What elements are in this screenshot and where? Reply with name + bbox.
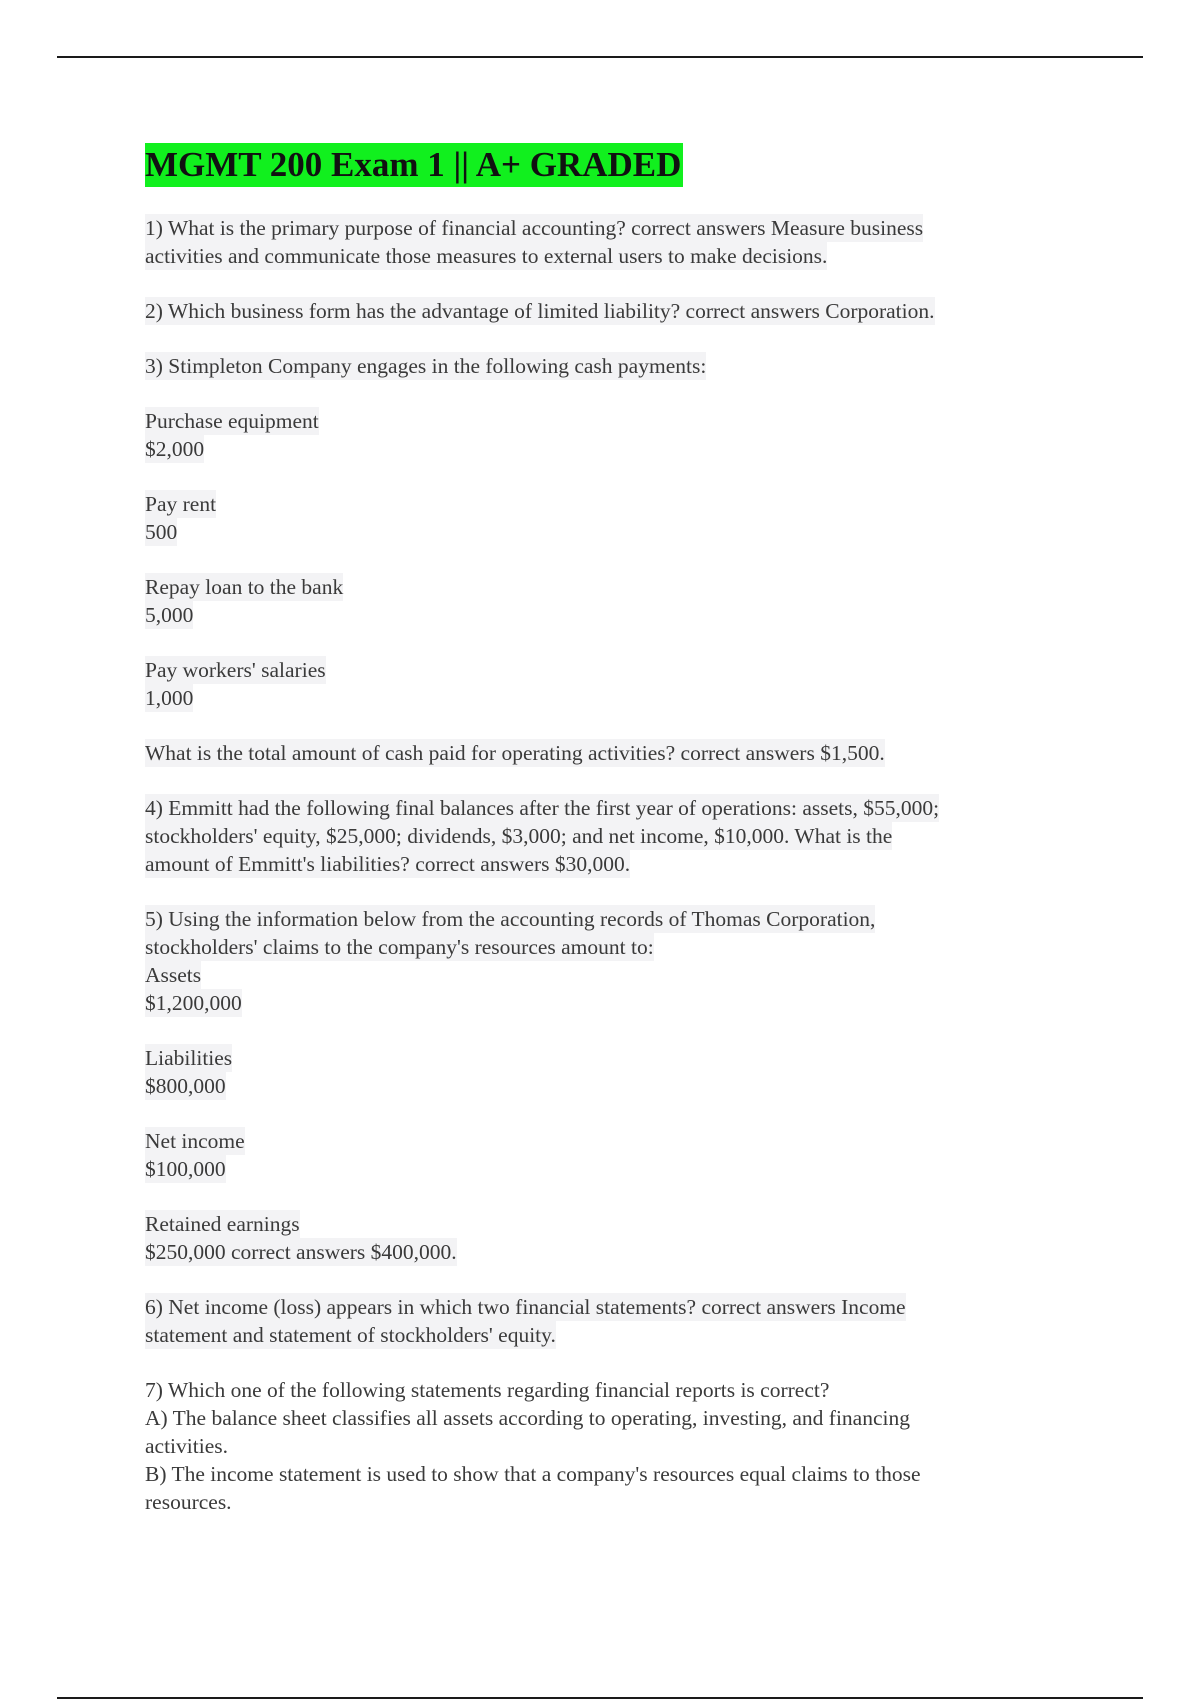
text-line: stockholders' claims to the company's resources amount to: [145, 935, 654, 959]
item-label: Purchase equipment [145, 409, 319, 433]
question-1 [145, 214, 1045, 270]
text-line: 1) What is the primary purpose of financial accounting? correct answers Measure business [145, 216, 924, 240]
text-line: B) The income statement is used to show that a company's resources equal claims to those [145, 1462, 921, 1486]
payment-item [145, 407, 1045, 463]
top-rule [57, 56, 1143, 58]
text-line: 4) Emmitt had the following final balances after the first year of operations: assets, $55,000; [145, 796, 940, 820]
item-label: Liabilities [145, 1046, 233, 1070]
question-4 [145, 794, 1045, 878]
payment-item [145, 656, 1045, 712]
text-line: activities and communicate those measures to external users to make decisions. [145, 244, 828, 268]
text-line: A) The balance sheet classifies all assets according to operating, investing, and financing [145, 1406, 910, 1430]
item-label: Repay loan to the bank [145, 575, 344, 599]
document-body [145, 143, 1045, 1516]
item-value: $250,000 correct answers $400,000. [145, 1240, 457, 1264]
item-value: $800,000 [145, 1074, 226, 1098]
item-label: Retained earnings [145, 1212, 300, 1236]
question-5 [145, 905, 1045, 1017]
text-line: resources. [145, 1490, 232, 1514]
text-line: 6) Net income (loss) appears in which two financial statements? correct answers Income [145, 1295, 906, 1319]
item-value: $2,000 [145, 437, 205, 461]
text-line: 7) Which one of the following statements regarding financial reports is correct? [145, 1378, 830, 1402]
question-3 [145, 352, 1045, 380]
bottom-rule [57, 1697, 1143, 1699]
text-line: 5) Using the information below from the accounting records of Thomas Corporation, [145, 907, 876, 931]
payment-item [145, 573, 1045, 629]
text-line: What is the total amount of cash paid for operating activities? correct answers $1,500. [145, 741, 885, 765]
text-line: 3) Stimpleton Company engages in the following cash payments: [145, 354, 707, 378]
item-value: 5,000 [145, 603, 194, 627]
text-line: stockholders' equity, $25,000; dividends, $3,000; and net income, $10,000. What is the [145, 824, 893, 848]
item-value: $1,200,000 [145, 991, 242, 1015]
item-label: Pay workers' salaries [145, 658, 326, 682]
text-line: 2) Which business form has the advantage of limited liability? correct answers Corporation. [145, 299, 935, 323]
account-item [145, 1127, 1045, 1183]
question-2 [145, 297, 1045, 325]
question-7 [145, 1376, 1045, 1516]
document-title: MGMT 200 Exam 1 || A+ GRADED [145, 143, 683, 187]
item-value: $100,000 [145, 1157, 226, 1181]
account-item [145, 1210, 1045, 1266]
account-item [145, 1044, 1045, 1100]
item-label: Assets [145, 963, 202, 987]
item-value: 500 [145, 520, 178, 544]
question-6 [145, 1293, 1045, 1349]
item-label: Net income [145, 1129, 245, 1153]
item-label: Pay rent [145, 492, 217, 516]
text-line: activities. [145, 1434, 228, 1458]
text-line: statement and statement of stockholders' equity. [145, 1323, 556, 1347]
payment-item [145, 490, 1045, 546]
item-value: 1,000 [145, 686, 194, 710]
text-line: amount of Emmitt's liabilities? correct answers $30,000. [145, 852, 631, 876]
question-3-answer [145, 739, 1045, 767]
